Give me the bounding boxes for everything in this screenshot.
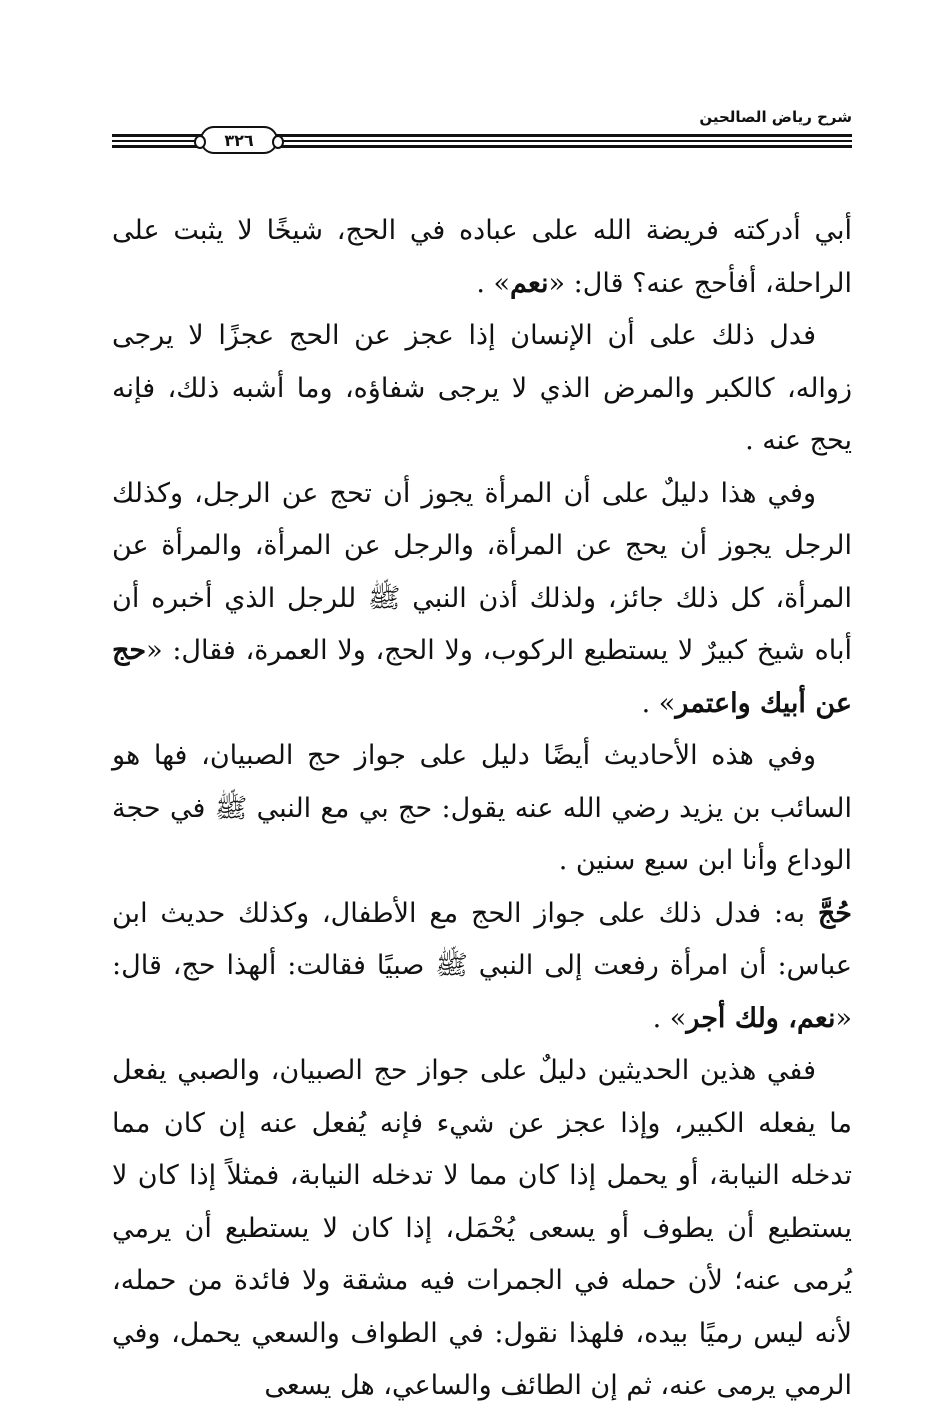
paragraph-text: » . [652, 1002, 687, 1034]
paragraph-text: » . [641, 687, 676, 719]
paragraph-text: ففي هذين الحديثين دليلٌ على جواز حج الصبيان، والصبي يفعل ما يفعله الكبير، وإذا عجز عن شيء فإنه يُفعل عنه إن كان مما تدخله النيابة، أو يحمل إذا كان مما لا تدخله النيابة، فمثلاً إذا كان لا يستطيع أن يطوف أو يسعى يُحْمَل، إذا كان لا يستطيع أن يرمي يُرمى عنه؛ لأن حمله في الجمرات فيه مشقة ولا فائدة من حمله، لأنه ليس رميًا بيده، فلهذا نقول: في الطواف والسعي يحمل، وفي الرمي يرمى عنه، ثم إن الطائف والساعي، هل يسعى [112, 1055, 852, 1401]
page-header [112, 108, 852, 158]
book-title: شرح رياض الصالحين [699, 108, 852, 126]
paragraph [112, 310, 852, 468]
hadith-quote: نعم [510, 267, 549, 299]
paragraph-text: فدل ذلك على أن الإنسان إذا عجز عن الحج عجزًا لا يرجى زواله، كالكبر والمرض الذي لا يرجى شفاؤه، وما أشبه ذلك، فإنه يحج عنه . [112, 320, 852, 456]
paragraph-text: أبي أدركته فريضة الله على عباده في الحج، شيخًا لا يثبت على الراحلة، أفأحج عنه؟ قال: « [112, 215, 852, 299]
paragraph-text: وفي هذا دليلٌ على أن المرأة يجوز أن تحج عن الرجل، وكذلك الرجل يجوز أن يحج عن المرأة، والرجل عن المرأة، والمرأة عن المرأة، كل ذلك جائز، ولذلك أذن النبي ﷺ للرجل الذي أخبره أن أباه شيخ كبيرٌ لا يستطيع الركوب، ولا الحج، ولا العمرة، فقال: « [112, 477, 852, 666]
body-text [112, 205, 852, 1413]
paragraph-text: وفي هذه الأحاديث أيضًا دليل على جواز حج الصبيان، فها هو السائب بن يزيد رضي الله عنه يقول: حج بي مع النبي ﷺ في حجة الوداع وأنا ابن سبع سنين . [112, 740, 852, 876]
hadith-quote: نعم، ولك أجر [686, 1002, 836, 1034]
page-number-badge [200, 126, 278, 154]
paragraph [112, 468, 852, 731]
paragraph-text: به: فدل ذلك على جواز الحج مع الأطفال، وكذلك حديث ابن عباس: أن امرأة رفعت إلى النبي ﷺ صبيًا فقالت: ألهذا حج، قال: « [112, 897, 852, 1034]
paragraph [112, 1045, 852, 1413]
paragraph [112, 205, 852, 310]
hadith-quote: حج عن أبيك واعتمر [112, 635, 852, 719]
paragraph-text: » . [476, 267, 511, 299]
paragraph [112, 730, 852, 888]
emphasized-word: حُجَّ [817, 897, 852, 929]
page-number: ٣٢٦ [224, 130, 254, 150]
paragraph [112, 888, 852, 1046]
